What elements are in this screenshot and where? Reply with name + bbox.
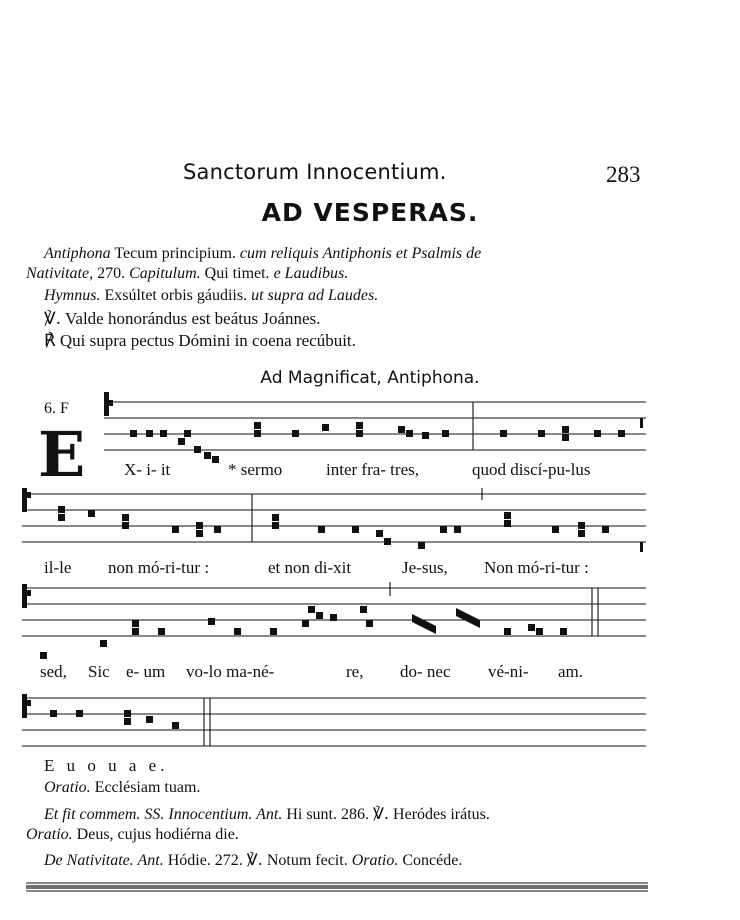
nativitate-rubric: De Nativitate. Ant. (44, 852, 164, 869)
capitulum-incipit: Qui timet. (204, 265, 270, 282)
lyric-3-8: am. (558, 662, 584, 681)
commem-rubric: Et fit commem. SS. Innocentium. Ant. (44, 806, 283, 823)
antiphon-title: Ad Magnificat, Antiphona. (260, 368, 480, 388)
oratio-line-2 (26, 825, 239, 845)
oratio-incipit-2: Deus, cujus hodiérna die. (76, 826, 239, 843)
versicle-icon: ℣. (44, 309, 62, 329)
hymnus-label: Hymnus. (44, 287, 101, 304)
lyric-3-3: e- um (126, 662, 166, 681)
lyric-3-1: sed, (40, 662, 67, 681)
oratio-label-2: Oratio. (26, 826, 73, 843)
nativitate-incipit: Hódie. 272. (167, 852, 243, 869)
oratio-line-1 (44, 778, 200, 798)
lyric-1-2: * sermo (228, 460, 283, 479)
commem-incipit: Hi sunt. 286. (286, 806, 369, 823)
lyric-3-4: vo-lo ma-né- (186, 662, 275, 681)
response-icon: ℟ (44, 331, 56, 351)
nativitate-line (44, 850, 462, 871)
lyric-3-6: do- nec (400, 662, 451, 681)
nativitate-oratio: Concéde. (402, 852, 463, 869)
page-ref: 270. (97, 265, 126, 282)
oratio-label: Oratio. (44, 779, 91, 796)
initial-letter: E (38, 418, 86, 491)
lyric-1-4: quod discí-pu-lus (472, 460, 591, 479)
ornament-border-icon (26, 885, 648, 889)
commemoratio-line (44, 804, 490, 825)
lyric-2-2: non mó-ri-tur : (108, 558, 210, 577)
antiphona-incipit: Tecum principium. (114, 245, 236, 262)
running-title: Sanctorum Innocentium. (183, 160, 447, 184)
page-number: 283 (606, 162, 641, 187)
versicle-text: Valde honorándus est beátus Joánnes. (65, 309, 321, 328)
capitulum-label: Capitulum. (129, 265, 201, 282)
antiphona-label: Antiphona (44, 245, 111, 262)
response-text: Qui supra pectus Dómini in coena recúbuit. (59, 331, 356, 350)
antiphona-rubric: cum reliquis Antiphonis et Psalmis de (239, 245, 482, 262)
lyric-2-1: il-le (44, 558, 72, 577)
versicle-icon: ℣. (373, 804, 390, 823)
lyric-4-1: E u o u a e. (44, 756, 169, 775)
lyric-3-2: Sic (88, 662, 110, 681)
section-title: AD VESPERAS. (261, 198, 479, 227)
lyric-2-4: Je-sus, (402, 558, 448, 577)
versicle-icon-2: ℣. (246, 850, 263, 869)
lyric-2-5: Non mó-ri-tur : (484, 558, 589, 577)
mode-label: 6. F (44, 400, 69, 417)
lyric-3-7: vé-ni- (488, 662, 529, 681)
lyric-2-3: et non di-xit (268, 558, 352, 577)
nativitate-ref: Nativitate, (26, 265, 94, 282)
lyric-3-5: re, (346, 662, 364, 681)
lyric-1-3: inter fra- tres, (326, 460, 419, 479)
commem-versicle: Heródes irátus. (393, 806, 490, 823)
hymnus-incipit: Exsúltet orbis gáudiis. (104, 287, 248, 304)
oratio-label-3: Oratio. (351, 852, 399, 869)
capitulum-rubric: e Laudibus. (273, 265, 349, 282)
oratio-incipit: Ecclésiam tuam. (94, 779, 201, 796)
hymnus-rubric: ut supra ad Laudes. (251, 287, 379, 304)
nativitate-versicle: Notum fecit. (266, 852, 348, 869)
lyric-1-1: X- i- it (124, 460, 171, 479)
